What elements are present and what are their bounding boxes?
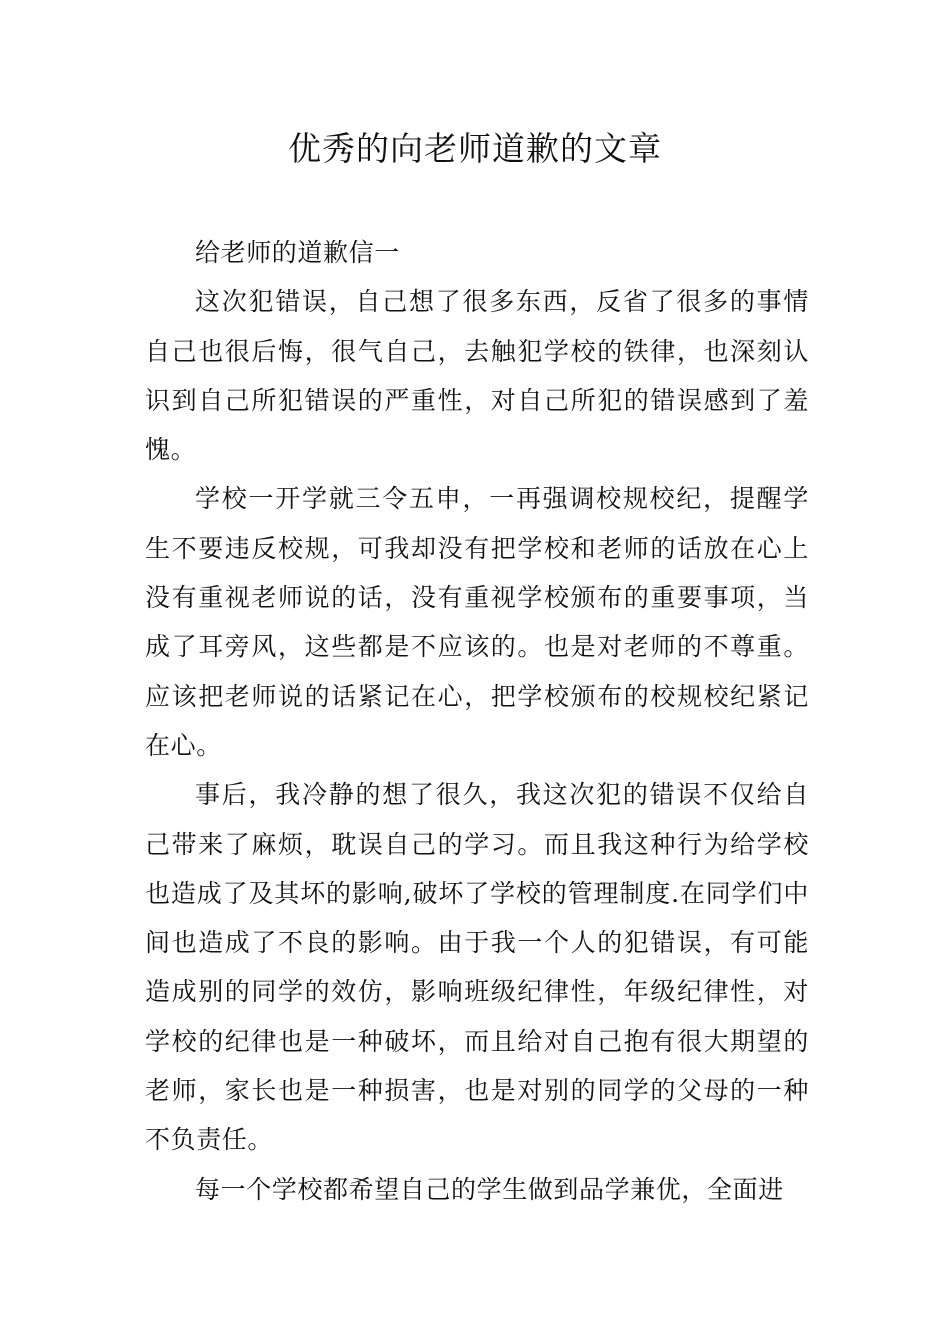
paragraph-letter-heading: 给老师的道歉信一 <box>195 238 400 267</box>
paragraph-school-expectations: 每一个学校都希望自己的学生做到品学兼优，全面进 <box>195 1174 784 1204</box>
document-body <box>145 228 809 1214</box>
document-title: 优秀的向老师道歉的文章 <box>288 129 662 168</box>
paragraph-school-rules: 学校一开学就三令五申，一再强调校规校纪，提醒学生不要违反校规，可我却没有把学校和老师的话放在心上没有重视老师说的话，没有重视学校颁布的重要事项，当成了耳旁风，这些都是不应该的。也是对老师的不尊重。应该把老师说的话紧记在心，把学校颁布的校规校纪紧记在心。 <box>145 484 809 760</box>
paragraph-reflection: 这次犯错误，自己想了很多东西，反省了很多的事情自己也很后悔，很气自己，去触犯学校的铁律，也深刻认识到自己所犯错误的严重性，对自己所犯的错误感到了羞愧。 <box>145 287 809 465</box>
paragraph-consequences: 事后，我冷静的想了很久，我这次犯的错误不仅给自己带来了麻烦，耽误自己的学习。而且我这种行为给学校也造成了及其坏的影响,破坏了学校的管理制度.在同学们中间也造成了不良的影响。由于我一个人的犯错误，有可能造成别的同学的效仿，影响班级纪律性，年级纪律性，对学校的纪律也是一种破坏，而且给对自己抱有很大期望的老师，家长也是一种损害，也是对别的同学的父母的一种不负责任。 <box>145 780 809 1155</box>
